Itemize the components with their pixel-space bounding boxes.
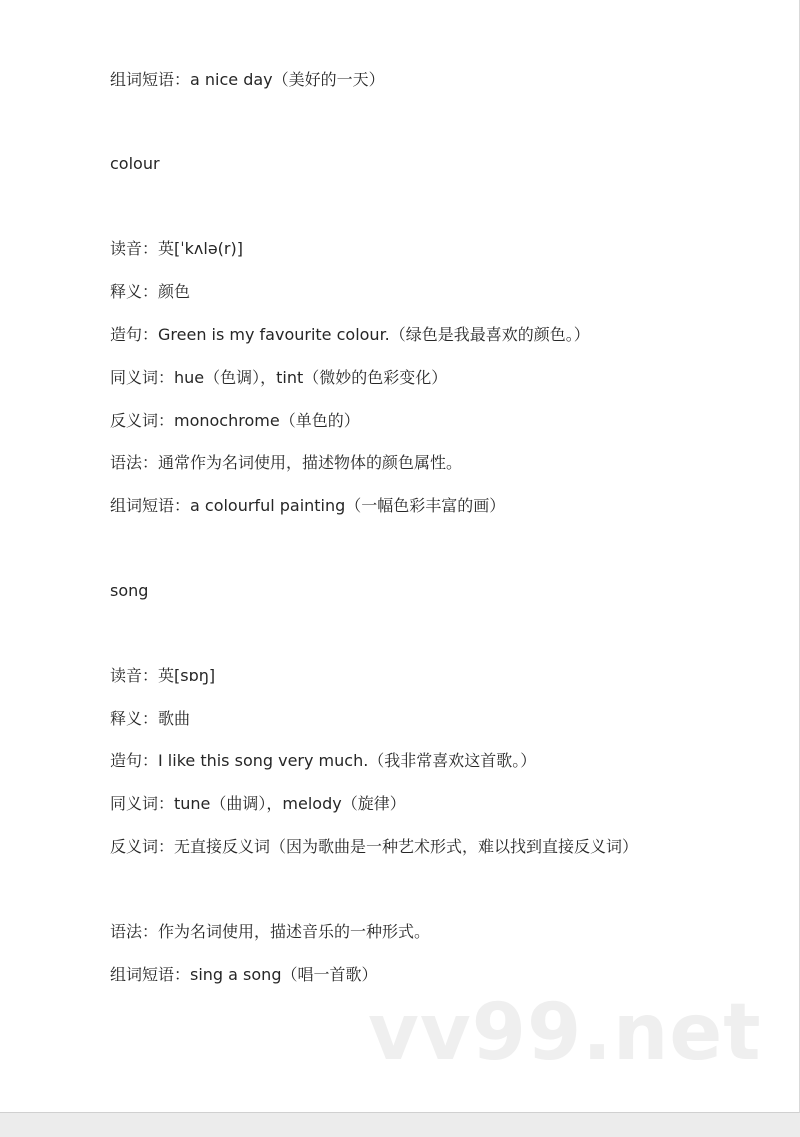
pronunciation-line-song: 读音：英[sɒŋ] <box>110 666 216 685</box>
example-sentence-colour: 造句：Green is my favourite colour.（绿色是我最喜欢的颜色。） <box>110 325 590 344</box>
meaning-line-colour: 释义：颜色 <box>110 282 191 301</box>
word-heading-song: song <box>110 581 149 600</box>
synonyms-line-colour: 同义词：hue（色调），tint（微妙的色彩变化） <box>110 368 448 387</box>
antonyms-line-song: 反义词：无直接反义词（因为歌曲是一种艺术形式，难以找到直接反义词） <box>110 837 639 856</box>
word-heading-colour: colour <box>110 154 160 173</box>
phrase-line-song: 组词短语：sing a song（唱一首歌） <box>110 965 378 984</box>
grammar-line-colour: 语法：通常作为名词使用，描述物体的颜色属性。 <box>110 453 463 472</box>
phrase-line-colour: 组词短语：a colourful painting（一幅色彩丰富的画） <box>110 496 506 515</box>
antonyms-line-colour: 反义词：monochrome（单色的） <box>110 411 360 430</box>
meaning-line-song: 释义：歌曲 <box>110 709 191 728</box>
phrase-line-nice-day: 组词短语：a nice day（美好的一天） <box>110 70 385 89</box>
example-sentence-song: 造句：I like this song very much.（我非常喜欢这首歌。） <box>110 751 537 770</box>
pronunciation-line-colour: 读音：英[ˈkʌlə(r)] <box>110 239 243 258</box>
synonyms-line-song: 同义词：tune（曲调），melody（旋律） <box>110 794 406 813</box>
site-watermark: vv99.net <box>368 988 762 1078</box>
grammar-line-song: 语法：作为名词使用，描述音乐的一种形式。 <box>110 922 431 941</box>
page-bottom-margin <box>0 1113 800 1137</box>
